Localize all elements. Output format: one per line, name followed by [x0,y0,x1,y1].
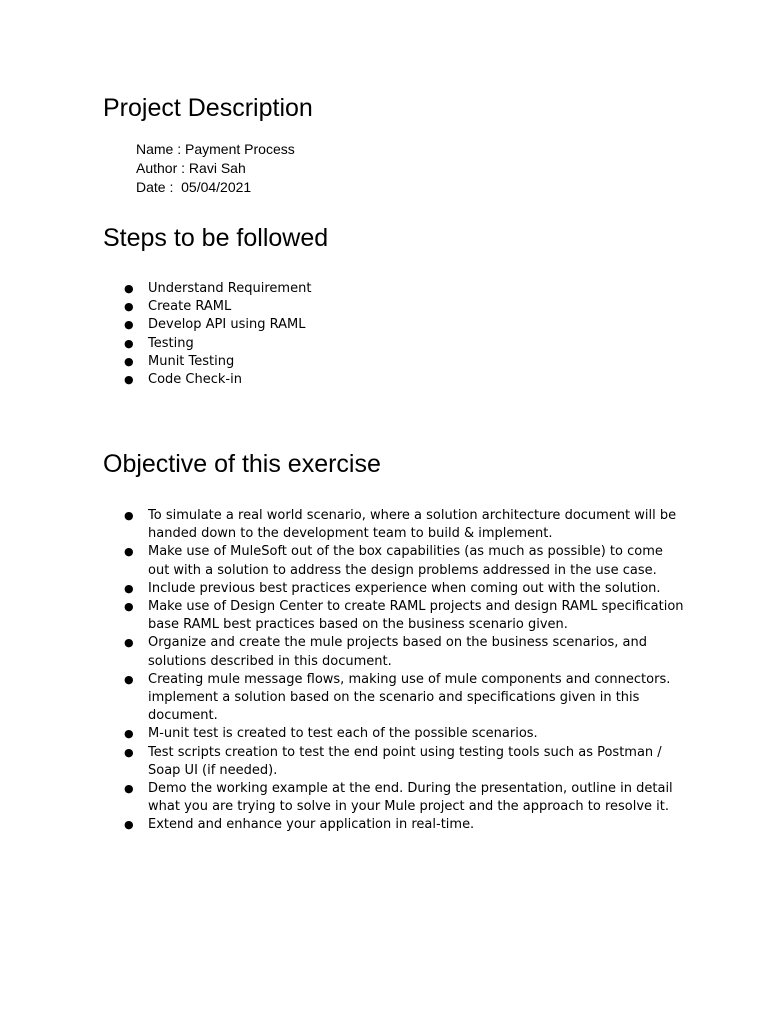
objective-text: M-unit test is created to test each of the possible scenarios. [148,726,538,742]
step-item [124,316,684,334]
bullet-icon: ● [124,818,134,832]
objective-text: Make use of Design Center to create RAML projects and design RAML specification base RAML best practices based on the business scenario given. [148,599,684,633]
objective-text: Organize and create the mule projects based on the business scenarios, and solutions described in this document. [148,635,647,669]
step-text: Develop API using RAML [148,317,306,333]
objective-text: Test scripts creation to test the end point using testing tools such as Postman / Soap UI (if needed). [148,744,662,778]
step-text: Code Check-in [148,372,242,388]
step-text: Munit Testing [148,353,235,369]
bullet-icon: ● [124,318,134,332]
bullet-icon: ● [124,581,134,595]
section-title-steps: Steps to be followed [103,224,329,252]
bullet-icon: ● [124,600,134,614]
bullet-icon: ● [124,727,134,741]
bullet-icon: ● [124,300,134,314]
bullet-icon: ● [124,509,134,522]
objective-item [124,725,684,743]
objective-item [124,780,684,816]
objective-text: Extend and enhance your application in real-time. [148,817,475,833]
steps-list [124,280,684,389]
objective-item [124,671,684,726]
project-date: Date : 05/04/2021 [136,179,252,195]
bullet-icon: ● [124,672,134,686]
bullet-icon: ● [124,545,134,559]
bullet-icon: ● [124,745,134,759]
objective-item [124,507,684,543]
objective-item [124,634,684,670]
bullet-icon: ● [124,782,134,796]
project-author: Author : Ravi Sah [136,160,246,176]
objective-text: Include previous best practices experience when coming out with the solution. [148,580,661,596]
objective-item [124,816,684,834]
bullet-icon: ● [124,373,134,387]
step-item [124,371,684,389]
step-text: Testing [148,335,194,351]
bullet-icon: ● [124,636,134,650]
objective-text: Demo the working example at the end. During the presentation, outline in detail what you are trying to solve in your Mule project and the approach to resolve it. [148,781,673,815]
objective-text: Make use of MuleSoft out of the box capabilities (as much as possible) to come out with a solution to address the design problems addressed in the use case. [148,544,663,578]
project-name: Name : Payment Process [136,141,295,157]
objective-text: To simulate a real world scenario, where a solution architecture document will be handed down to the development team to build & implement. [148,508,677,542]
objective-item [124,543,684,579]
section-title-project-description: Project Description [103,94,313,122]
objective-item [124,744,684,780]
project-meta [136,140,295,197]
bullet-icon: ● [124,336,134,350]
objective-list [124,507,684,835]
section-title-objective: Objective of this exercise [103,450,381,478]
bullet-icon: ● [124,282,134,295]
objective-item [124,580,684,598]
step-text: Create RAML [148,299,232,315]
bullet-icon: ● [124,354,134,368]
objective-item [124,598,684,634]
step-item [124,280,684,298]
objective-text: Creating mule message flows, making use of mule components and connectors. implement a solution based on the scenario and specifications given in this document. [148,671,671,724]
step-item [124,335,684,353]
step-item [124,298,684,316]
step-item [124,353,684,371]
step-text: Understand Requirement [148,281,312,296]
